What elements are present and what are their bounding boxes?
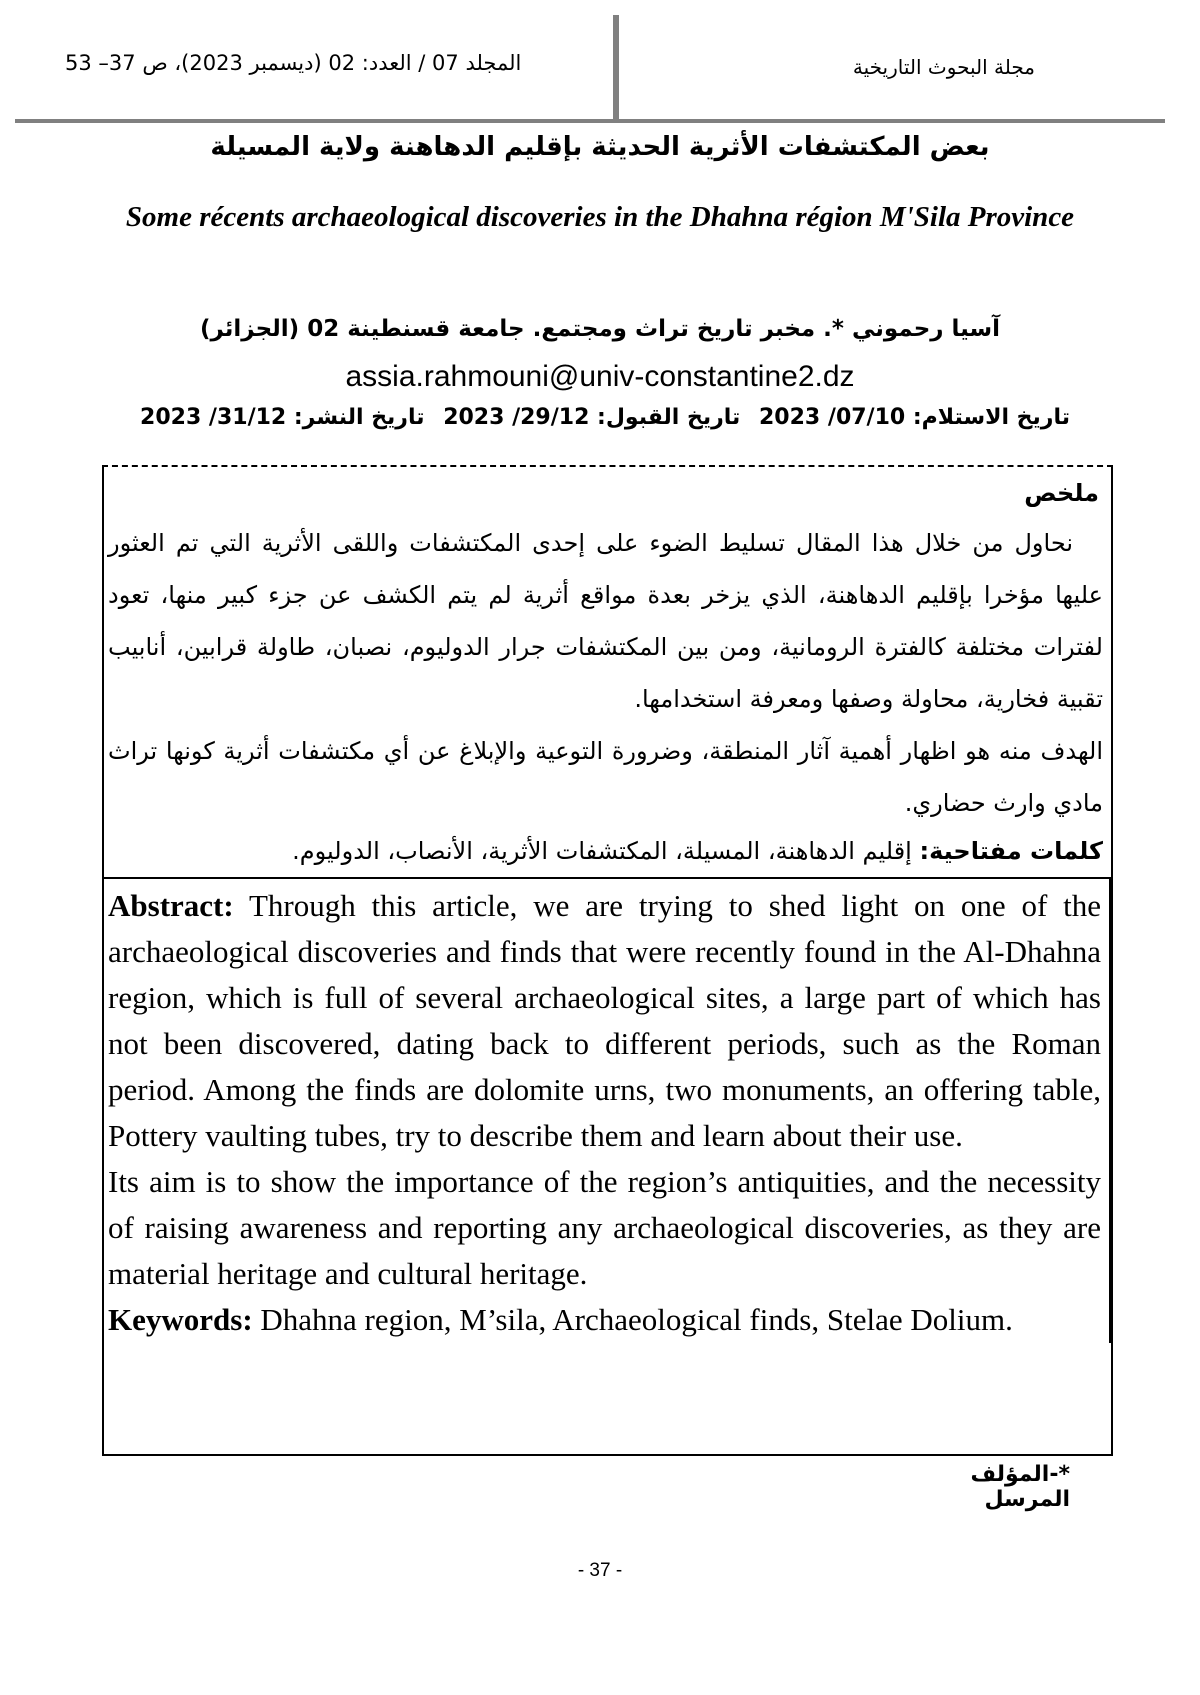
title-arabic: بعض المكتشفات الأثرية الحديثة بإقليم الدهاهنة ولاية المسيلة bbox=[210, 132, 990, 162]
keywords-arabic bbox=[108, 829, 1103, 873]
header-divider-vertical bbox=[613, 15, 619, 119]
abstract-arabic-para2: الهدف منه هو اظهار أهمية آثار المنطقة، وضرورة التوعية والإبلاغ عن أي مكتشفات أثرية كونها تراث مادي وارث حضاري. bbox=[108, 737, 1103, 817]
abstract-arabic-para1: نحاول من خلال هذا المقال تسليط الضوء على إحدى المكتشفات واللقى الأثرية التي تم العثور عليها مؤخرا بإقليم الدهاهنة، الذي يزخر بعدة مواقع أثرية لم يتم الكشف عن جزء كبير منها، تعود لفترات مختلفة كالفترة الرومانية، ومن بين المكتشفات جرار الدوليوم، نصبان، طاولة قرابين، أنابيب تقبية فخارية، محاولة وصفها ومعرفة استخدامها. bbox=[108, 529, 1103, 713]
dates-row bbox=[140, 405, 1070, 430]
abstract-box bbox=[102, 465, 1113, 1456]
date-published: تاريخ النشر: 31/12/ 2023 bbox=[140, 405, 425, 430]
header-divider-horizontal bbox=[15, 119, 1165, 123]
journal-name: مجلة البحوث التاريخية bbox=[852, 55, 1035, 79]
date-accepted: تاريخ القبول: 29/12/ 2023 bbox=[443, 405, 741, 430]
abstract-arabic-heading: ملخص bbox=[1024, 479, 1099, 507]
volume-issue: المجلد 07 / العدد: 02 (ديسمبر 2023)، ص 37– 53 bbox=[65, 51, 522, 75]
title-english: Some récents archaeological discoveries in the Dhahna région M'Sila Province bbox=[125, 201, 1075, 233]
abstract-english bbox=[104, 877, 1111, 1343]
keywords-english-text: Dhahna region, M’sila, Archaeological finds, Stelae Dolium. bbox=[260, 1302, 1013, 1337]
corresponding-author-note: *-المؤلف المرسل bbox=[970, 1462, 1070, 1512]
abstract-english-text1: Through this article, we are trying to shed light on one of the archaeological discoveries and finds that were recently found in the Al-Dhahna region, which is full of several archaeological sites, a large part of which has not been discovered, dating back to different periods, such as the Roman period. Among the finds are dolomite urns, two monuments, an offering table, Pottery vaulting tubes, try to describe them and learn about their use. bbox=[108, 888, 1101, 1153]
page-number: - 37 - bbox=[577, 1560, 623, 1581]
page-header bbox=[15, 15, 1165, 123]
author-affiliation: آسيا رحموني *. مخبر تاريخ تراث ومجتمع. جامعة قسنطينة 02 (الجزائر) bbox=[199, 316, 1001, 342]
author-email: assia.rahmouni@univ-constantine2.dz bbox=[345, 360, 855, 393]
keywords-arabic-text: إقليم الدهاهنة، المسيلة، المكتشفات الأثرية، الأنصاب، الدوليوم. bbox=[292, 837, 912, 865]
date-received: تاريخ الاستلام: 07/10/ 2023 bbox=[759, 405, 1070, 430]
keywords-english bbox=[108, 1297, 1101, 1343]
keywords-arabic-label: كلمات مفتاحية: bbox=[919, 837, 1103, 865]
abstract-english-label: Abstract: bbox=[108, 888, 234, 923]
abstract-english-para2: Its aim is to show the importance of the region’s antiquities, and the necessity of raising awareness and reporting any archaeological discoveries, as they are material heritage and cultural heritage. bbox=[108, 1164, 1101, 1291]
abstract-english-para1 bbox=[108, 883, 1101, 1159]
keywords-english-label: Keywords: bbox=[108, 1302, 253, 1337]
